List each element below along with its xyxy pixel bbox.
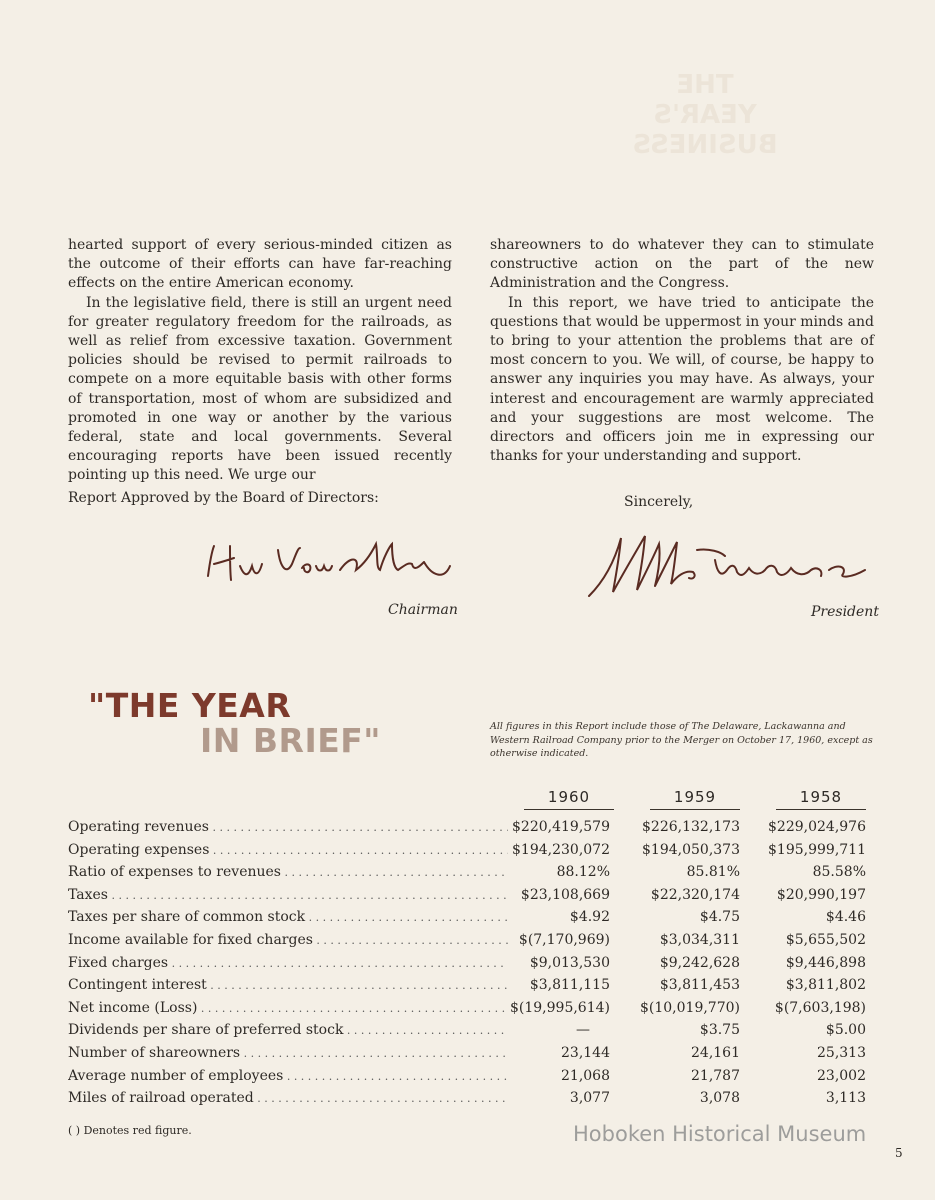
year-in-brief-table	[68, 816, 878, 1110]
value-1959: 21,787	[691, 1067, 740, 1084]
value-1959: $226,132,173	[642, 819, 740, 835]
president-title: President	[811, 604, 879, 620]
value-1958: 25,313	[817, 1044, 866, 1061]
table-row	[68, 1042, 878, 1065]
value-1958: 85.58%	[812, 864, 866, 881]
row-label: Operating revenues . . .	[68, 816, 508, 839]
approval-line: Report Approved by the Board of Directors:	[68, 490, 379, 506]
table-row	[68, 861, 878, 884]
row-label: Operating expenses . . .	[68, 839, 508, 862]
table-row	[68, 929, 878, 952]
value-1959: $3.75	[699, 1022, 740, 1039]
value-1958: $9,446,898	[785, 954, 866, 971]
figures-note: All figures in this Report include those of The Delaware, Lackawanna and Western Railroad Company prior to the Merger on October 17, 1960, except as otherwise indicated.	[490, 721, 873, 759]
value-1959: $3,811,453	[659, 977, 740, 994]
table-row	[68, 1019, 878, 1042]
row-label: Fixed charges . . .	[68, 952, 508, 975]
value-1960: $9,013,530	[529, 954, 610, 971]
body-paragraph: hearted support of every serious-minded citizen as the outcome of their efforts can have far-reaching effects on the entire American economy.	[68, 237, 452, 292]
value-1958: $4.46	[825, 909, 866, 926]
value-1959: $194,050,373	[642, 841, 740, 858]
value-1958: $5,655,502	[785, 931, 866, 948]
year-header-1960: 1960	[524, 788, 614, 810]
value-1960: $(19,995,614)	[510, 999, 610, 1016]
chairman-signature	[200, 536, 460, 596]
value-1958: 3,113	[825, 1090, 866, 1107]
value-1958: $229,024,976	[768, 819, 866, 835]
row-label: Contingent interest . . .	[68, 974, 508, 997]
heading-line-1: "THE YEAR	[88, 686, 292, 725]
value-1959: 85.81%	[686, 864, 740, 881]
table-row	[68, 906, 878, 929]
value-1960: $4.92	[569, 909, 610, 926]
value-1960: —	[576, 1022, 590, 1039]
table-footnote: ( ) Denotes red figure.	[68, 1124, 192, 1137]
body-paragraph: shareowners to do whatever they can to stimulate constructive action on the part of the new Administration and the Congress.	[490, 237, 874, 292]
table-row	[68, 1065, 878, 1088]
value-1958: $3,811,802	[785, 977, 866, 994]
year-header-1958: 1958	[776, 788, 866, 810]
value-1958: $(7,603,198)	[774, 999, 866, 1016]
row-label: Ratio of expenses to revenues . . .	[68, 861, 508, 884]
bleed-through-text: THE YEAR'S BUSINESS	[632, 70, 778, 160]
closing-line: Sincerely,	[624, 494, 694, 510]
value-1959: $4.75	[699, 909, 740, 926]
page-number: 5	[895, 1146, 903, 1160]
value-1959: $(10,019,770)	[640, 999, 740, 1016]
table-row	[68, 952, 878, 975]
value-1959: 24,161	[691, 1044, 740, 1061]
value-1960: $3,811,115	[529, 977, 610, 994]
body-paragraph: In the legislative field, there is still an urgent need for greater regulatory freedom for the railroads, as well as relief from excessive taxation. Government policies should be revised to permit railroads to compete on a more equitable basis with other forms of transportation, most of whom are subsidized and promoted in one way or another by the various federal, state and local governments. Several encouraging reports have been issued recently pointing up this need. We urge our	[68, 294, 452, 484]
value-1960: 23,144	[561, 1044, 610, 1061]
value-1960: $23,108,669	[520, 886, 610, 903]
year-header-1959: 1959	[650, 788, 740, 810]
body-right-column	[490, 236, 874, 466]
value-1958: $195,999,711	[768, 841, 866, 858]
value-1958: $20,990,197	[776, 886, 866, 903]
row-label: Dividends per share of preferred stock . . .	[68, 1019, 508, 1042]
value-1960: $220,419,579	[512, 819, 610, 835]
table-row	[68, 997, 878, 1020]
value-1958: $5.00	[825, 1022, 866, 1039]
value-1959: $22,320,174	[650, 886, 740, 903]
chairman-title: Chairman	[388, 602, 458, 618]
value-1958: 23,002	[817, 1067, 866, 1084]
row-label: Average number of employees . . .	[68, 1065, 508, 1088]
museum-watermark: Hoboken Historical Museum	[573, 1122, 867, 1146]
row-label: Miles of railroad operated . . .	[68, 1087, 508, 1110]
row-label: Number of shareowners . . .	[68, 1042, 508, 1065]
body-left-column	[68, 236, 452, 486]
president-signature	[585, 530, 875, 600]
table-row	[68, 816, 878, 839]
row-label: Net income (Loss) . . .	[68, 997, 508, 1020]
value-1960: $194,230,072	[512, 841, 610, 858]
row-label: Income available for fixed charges . . .	[68, 929, 508, 952]
value-1960: $(7,170,969)	[518, 931, 610, 948]
body-paragraph: In this report, we have tried to anticipate the questions that would be uppermost in your minds and to bring to your attention the problems that are of most concern to you. We will, of course, be happy to answer any inquiries you may have. As always, your interest and encouragement are warmly appreciated and your suggestions are most welcome. The directors and officers join me in expressing our thanks for your understanding and support.	[490, 294, 874, 465]
value-1959: $3,034,311	[659, 931, 740, 948]
value-1959: $9,242,628	[659, 954, 740, 971]
value-1960: 21,068	[561, 1067, 610, 1084]
section-heading	[88, 688, 381, 758]
row-label: Taxes . . .	[68, 884, 508, 907]
table-row	[68, 839, 878, 862]
value-1960: 88.12%	[556, 864, 610, 881]
heading-line-2: IN BRIEF"	[200, 721, 382, 760]
value-1959: 3,078	[699, 1090, 740, 1107]
table-row	[68, 884, 878, 907]
row-label: Taxes per share of common stock . . .	[68, 906, 508, 929]
value-1960: 3,077	[569, 1090, 610, 1107]
table-row	[68, 974, 878, 997]
table-row	[68, 1087, 878, 1110]
